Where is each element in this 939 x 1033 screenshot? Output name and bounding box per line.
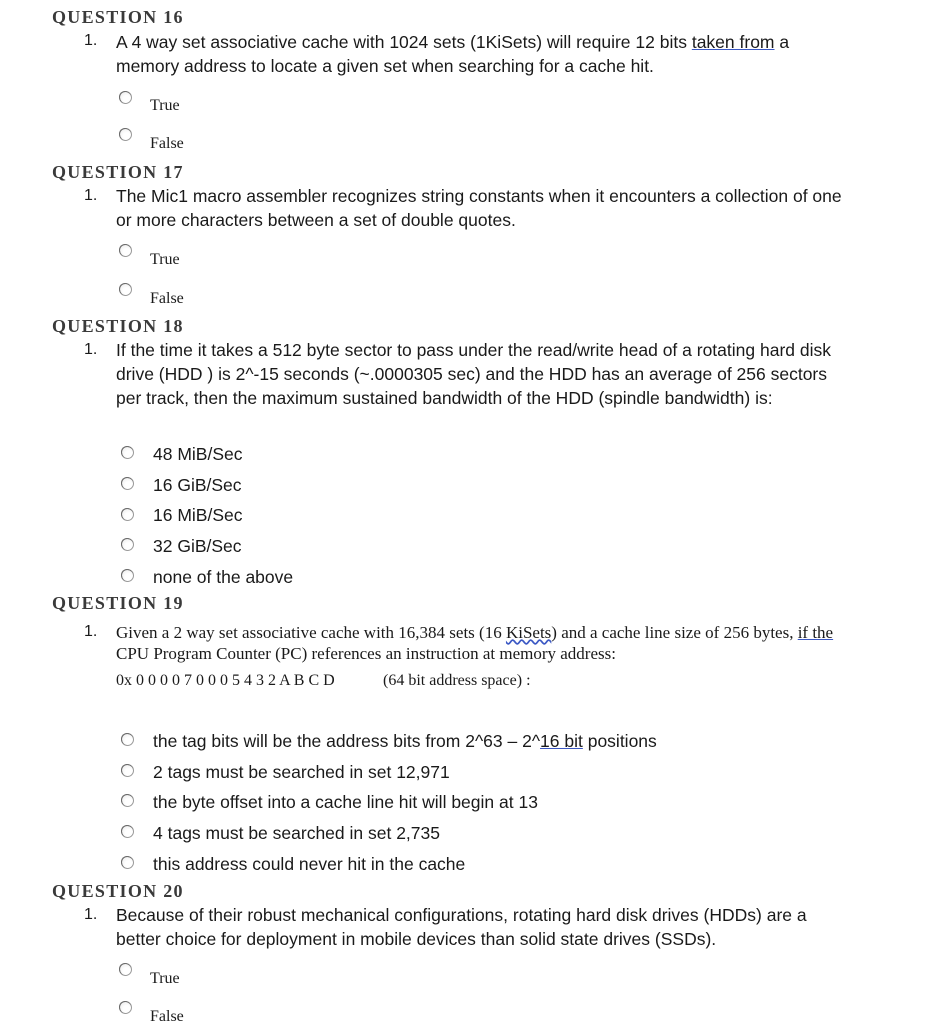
- question-18-number: 1.: [84, 341, 98, 358]
- question-17-number: 1.: [84, 187, 98, 204]
- question-16-false-label[interactable]: False: [150, 135, 184, 152]
- question-16-true-radio[interactable]: [119, 91, 132, 104]
- question-19-number: 1.: [84, 623, 98, 640]
- question-16-heading: QUESTION 16: [52, 7, 184, 27]
- question-18-option-3-label[interactable]: 16 MiB/Sec: [153, 505, 243, 525]
- question-19-option-3-label[interactable]: the byte offset into a cache line hit will begin at 13: [153, 792, 538, 812]
- question-19-option-4-label[interactable]: 4 tags must be searched in set 2,735: [153, 823, 440, 843]
- question-18-option-5-label[interactable]: none of the above: [153, 567, 294, 587]
- question-17-text: The Mic1 macro assembler recognizes string constants when it encounters a collection of one or more characters between a set of double quotes.: [116, 186, 842, 230]
- question-19-option-2-radio[interactable]: [121, 764, 134, 777]
- question-19-text: Given a 2 way set associative cache with 16,384 sets (16 KiSets) and a cache line size of 256 bytes, if the CPU Program Counter (PC) references an instruction at memory address:: [116, 623, 834, 663]
- question-19-option-5-label[interactable]: this address could never hit in the cache: [153, 854, 466, 874]
- question-19-address-note: (64 bit address space) :: [383, 672, 531, 689]
- question-17-true-label[interactable]: True: [150, 251, 180, 268]
- question-20-text: Because of their robust mechanical configurations, rotating hard disk drives (HDDs) are a better choice for deployment in mobile devices than solid state drives (SSDs).: [116, 905, 807, 949]
- question-19-option-1-label[interactable]: the tag bits will be the address bits from 2^63 – 2^16 bit positions: [153, 731, 657, 751]
- question-18-option-2-label[interactable]: 16 GiB/Sec: [153, 475, 242, 495]
- question-17-false-radio[interactable]: [119, 283, 132, 296]
- question-16-false-radio[interactable]: [119, 128, 132, 141]
- question-19-option-2-label[interactable]: 2 tags must be searched in set 12,971: [153, 762, 450, 782]
- question-17-true-radio[interactable]: [119, 244, 132, 257]
- question-20-true-radio[interactable]: [119, 963, 132, 976]
- question-17-heading: QUESTION 17: [52, 162, 184, 182]
- question-18-option-4-label[interactable]: 32 GiB/Sec: [153, 536, 242, 556]
- question-19-option-1-radio[interactable]: [121, 733, 134, 746]
- question-18-heading: QUESTION 18: [52, 316, 184, 336]
- question-18-option-5-radio[interactable]: [121, 569, 134, 582]
- question-18-option-1-radio[interactable]: [121, 446, 134, 459]
- question-20-false-label[interactable]: False: [150, 1008, 184, 1025]
- question-18-text: If the time it takes a 512 byte sector to pass under the read/write head of a rotating hard disk drive (HDD ) is 2^-15 seconds (~.0000305 sec) and the HDD has an average of 256 sectors per track, then the maximum sustained bandwidth of the HDD (spindle bandwidth) is:: [116, 340, 831, 408]
- question-16-number: 1.: [84, 32, 98, 49]
- question-17-false-label[interactable]: False: [150, 290, 184, 307]
- question-19-address: 0x 0 0 0 0 7 0 0 0 5 4 3 2 A B C D: [116, 672, 335, 689]
- question-18-option-3-radio[interactable]: [121, 508, 134, 521]
- question-20-number: 1.: [84, 906, 98, 923]
- question-16-text: A 4 way set associative cache with 1024 sets (1KiSets) will require 12 bits taken from a memory address to locate a given set when searching for a cache hit.: [116, 32, 790, 76]
- question-19-option-5-radio[interactable]: [121, 856, 134, 869]
- question-18-option-2-radio[interactable]: [121, 477, 134, 490]
- question-20-false-radio[interactable]: [119, 1001, 132, 1014]
- question-20-true-label[interactable]: True: [150, 970, 180, 987]
- question-18-option-1-label[interactable]: 48 MiB/Sec: [153, 444, 243, 464]
- question-16-true-label[interactable]: True: [150, 97, 180, 114]
- question-19-option-3-radio[interactable]: [121, 794, 134, 807]
- question-19-heading: QUESTION 19: [52, 593, 184, 613]
- question-18-option-4-radio[interactable]: [121, 538, 134, 551]
- question-19-option-4-radio[interactable]: [121, 825, 134, 838]
- question-20-heading: QUESTION 20: [52, 881, 184, 901]
